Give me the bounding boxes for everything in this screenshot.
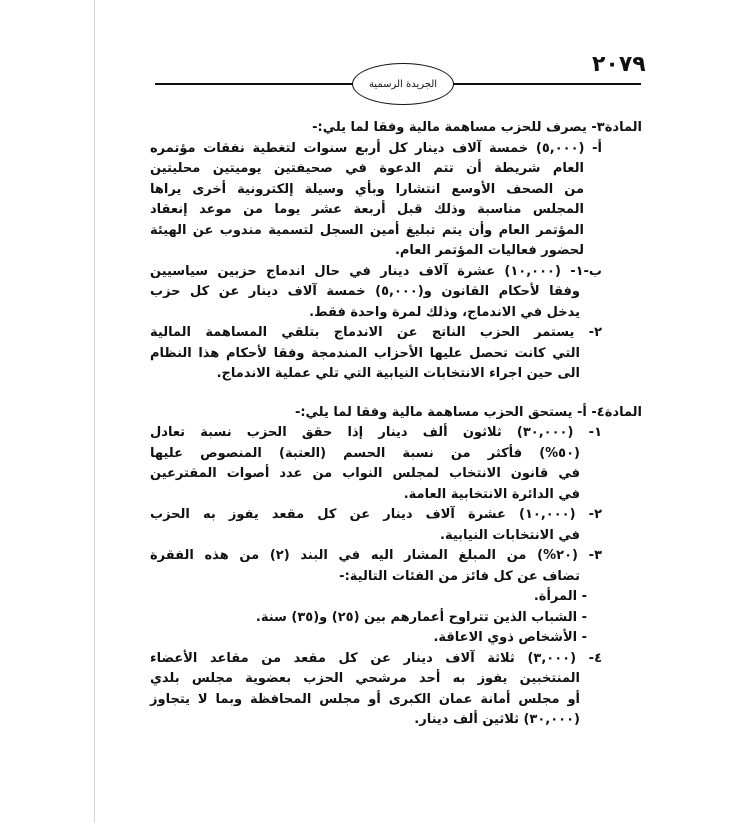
category-item: - الشباب الذين تتراوح أعمارهم بين (٢٥) و(٣٥) سنة. (255, 609, 587, 625)
article4-item2-line: في الانتخابات النيابية. (440, 527, 580, 543)
article3-b1-line: وفقا لأحكام القانون و(٥,٠٠٠) خمسة آلاف دينار عن كل حزب (150, 284, 580, 299)
article4-heading: المادة٤- أ- يستحق الحزب مساهمة مالية وفقا لما يلي:- (294, 404, 642, 420)
category-item: - المرأة. (533, 589, 587, 604)
article4-item3-line: تضاف عن كل فائز من الفئات التالية:- (339, 568, 580, 584)
article4-item-1 (150, 423, 642, 505)
article3-a-line: العام شريطة أن تتم الدعوة في صحيفتين يوميتين محليتين (150, 161, 584, 176)
page-number: ٢٠٧٩ (592, 52, 646, 77)
article3-b1-line: يدخل في الاندماج، وذلك لمرة واحدة فقط. (309, 304, 580, 320)
article3-a-line: أ- (٥,٠٠٠) خمسة آلاف دينار كل أربع سنوات لتغطية نفقات مؤتمره (150, 140, 602, 156)
section-gap (150, 385, 642, 403)
article4-item-4 (150, 649, 642, 731)
article3-a-line: من الصحف الأوسع انتشارا وبأي وسيلة إلكترونية أخرى يراها (150, 181, 584, 197)
article4-item1-line: ١- (٣٠,٠٠٠) ثلاثون ألف دينار إذا حقق الحزب نسبة تعادل (150, 425, 602, 440)
article4-item1-line: (٥٠%) فأكثر من نسبة الحسم (العتبة) المنصوص عليها (150, 445, 580, 461)
article4-item4-line: ٤- (٣,٠٠٠) ثلاثة آلاف دينار عن كل مقعد من مقاعد الأعضاء (150, 650, 602, 666)
article3-b2-line: ٢- يستمر الحزب الناتج عن الاندماج بتلقي المساهمة المالية (150, 325, 602, 340)
article3-clause-b2 (150, 323, 642, 385)
category-item: - الأشخاص ذوي الاعاقة. (433, 630, 587, 645)
article3-a-line: المجلس مناسبة وذلك قبل أربعة عشر يوما من موعد إنعقاد (150, 202, 584, 217)
gazette-title-oval (352, 63, 454, 105)
article3-a-line: المؤتمر العام وأن يتم تبليغ أمين السجل لتسمية مندوب عن الهيئة (150, 222, 584, 238)
left-margin-line (94, 0, 95, 823)
article4-item4-line: المنتخبين يفوز به أحد مرشحي الحزب بعضوية مجلس بلدي (150, 671, 580, 686)
article4-item3-line: ٣- (٢٠%) من المبلغ المشار اليه في البند (٢) من هذه الفقرة (150, 548, 602, 563)
article4-item4-line: (٣٠,٠٠٠) ثلاثين ألف دينار. (414, 712, 580, 727)
article3-b1-line: ب-١- (١٠,٠٠٠) عشرة آلاف دينار في حال اندماج حزبين سياسيين (150, 263, 602, 279)
article3-a-line: لحضور فعاليات المؤتمر العام. (394, 243, 584, 258)
gazette-title: الجريدة الرسمية (368, 78, 438, 90)
article3-b2-line: التي كانت تحصل عليها الأحزاب المندمجة وفقا لأحكام هذا النظام (150, 345, 580, 361)
article3-b2-line: الى حين اجراء الانتخابات النيابية التي تلي عملية الاندماج. (216, 366, 580, 381)
article3-clause-a (150, 139, 642, 262)
document-body (150, 118, 642, 731)
article4-item2-line: ٢- (١٠,٠٠٠) عشرة آلاف دينار عن كل مقعد يفوز به الحزب (150, 507, 602, 522)
article3-clause-b1 (150, 262, 642, 324)
article4-item-3 (150, 546, 642, 587)
article4-item1-line: في الدائرة الانتخابية العامة. (403, 486, 580, 502)
article4-item1-line: في قانون الانتخاب لمجلس النواب من عدد أصوات المقترعين (150, 466, 580, 481)
article3-heading: المادة٣- يصرف للحزب مساهمة مالية وفقا لما يلي:- (312, 120, 642, 135)
article4-categories (150, 587, 642, 649)
article4-item4-line: أو مجلس أمانة عمان الكبرى أو مجلس المحافظة وبما لا يتجاوز (150, 691, 580, 707)
article4-item-2 (150, 505, 642, 546)
